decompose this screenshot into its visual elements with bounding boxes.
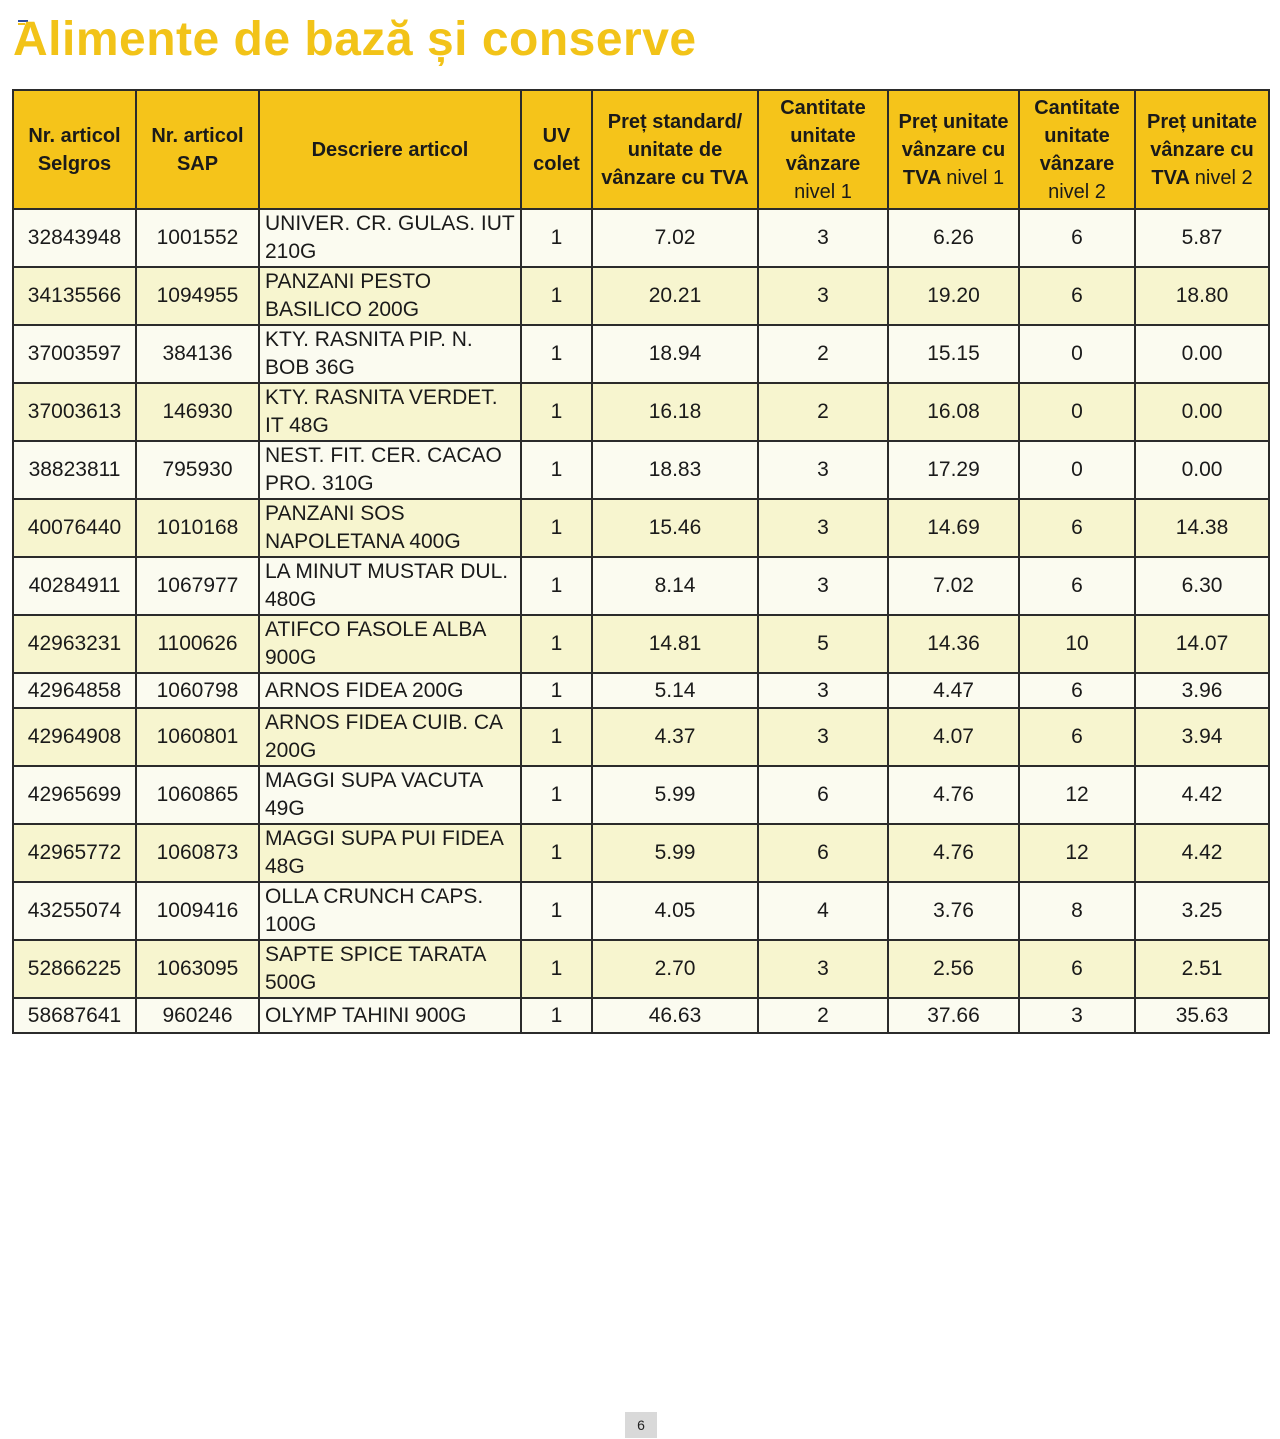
cell-pret-nivel-1: 14.36 [888,615,1019,673]
cell-uv-colet: 1 [521,766,592,824]
cell-descriere: MAGGI SUPA PUI FIDEA 48G [259,824,521,882]
cell-nr-selgros: 40284911 [13,557,136,615]
table-row [13,615,1269,673]
table-row [13,499,1269,557]
cell-pret-nivel-2: 4.42 [1135,824,1269,882]
table-row [13,557,1269,615]
header-nr-articol-sap: Nr. articol SAP [136,90,259,209]
cell-descriere: ARNOS FIDEA CUIB. CA 200G [259,708,521,766]
cell-pret-standard: 2.70 [592,940,758,998]
cell-nr-sap: 1060798 [136,673,259,708]
cell-pret-nivel-1: 3.76 [888,882,1019,940]
cell-pret-nivel-2: 35.63 [1135,998,1269,1033]
cell-pret-nivel-1: 7.02 [888,557,1019,615]
cell-nr-sap: 1010168 [136,499,259,557]
table-row [13,708,1269,766]
cell-pret-standard: 8.14 [592,557,758,615]
cell-nr-selgros: 42963231 [13,615,136,673]
cell-pret-standard: 46.63 [592,998,758,1033]
cell-cantitate-nivel-2: 6 [1019,499,1135,557]
table-row [13,209,1269,267]
cell-pret-standard: 5.99 [592,824,758,882]
cell-cantitate-nivel-2: 6 [1019,209,1135,267]
cell-pret-nivel-1: 4.76 [888,824,1019,882]
cell-cantitate-nivel-1: 3 [758,441,888,499]
cell-nr-selgros: 43255074 [13,882,136,940]
cell-pret-nivel-1: 14.69 [888,499,1019,557]
cell-pret-nivel-2: 5.87 [1135,209,1269,267]
table-row [13,824,1269,882]
header-nr-articol-selgros: Nr. articol Selgros [13,90,136,209]
cell-uv-colet: 1 [521,209,592,267]
cell-descriere: KTY. RASNITA PIP. N. BOB 36G [259,325,521,383]
cell-nr-selgros: 42964908 [13,708,136,766]
cell-cantitate-nivel-1: 3 [758,557,888,615]
cell-uv-colet: 1 [521,615,592,673]
cell-cantitate-nivel-2: 8 [1019,882,1135,940]
cell-pret-nivel-1: 15.15 [888,325,1019,383]
header-pret-standard: Preț standard/ unitate de vânzare cu TVA [592,90,758,209]
cell-cantitate-nivel-2: 6 [1019,673,1135,708]
cell-nr-sap: 1100626 [136,615,259,673]
cell-pret-standard: 15.46 [592,499,758,557]
cell-nr-selgros: 42965699 [13,766,136,824]
cell-uv-colet: 1 [521,998,592,1033]
cell-descriere: KTY. RASNITA VERDET. IT 48G [259,383,521,441]
cell-descriere: LA MINUT MUSTAR DUL. 480G [259,557,521,615]
cell-cantitate-nivel-2: 0 [1019,325,1135,383]
table-row [13,940,1269,998]
cell-descriere: PANZANI SOS NAPOLETANA 400G [259,499,521,557]
cell-pret-nivel-2: 0.00 [1135,441,1269,499]
cell-pret-nivel-2: 14.07 [1135,615,1269,673]
cell-pret-nivel-2: 14.38 [1135,499,1269,557]
table-row [13,383,1269,441]
cell-descriere: OLYMP TAHINI 900G [259,998,521,1033]
price-table [12,89,1270,1034]
cell-cantitate-nivel-1: 2 [758,998,888,1033]
cell-uv-colet: 1 [521,267,592,325]
cell-pret-nivel-2: 3.94 [1135,708,1269,766]
cell-uv-colet: 1 [521,383,592,441]
cell-pret-nivel-1: 4.76 [888,766,1019,824]
cell-pret-nivel-1: 4.47 [888,673,1019,708]
cell-cantitate-nivel-1: 3 [758,499,888,557]
cell-uv-colet: 1 [521,325,592,383]
cell-cantitate-nivel-1: 2 [758,325,888,383]
table-row [13,325,1269,383]
cell-nr-sap: 1060865 [136,766,259,824]
cell-descriere: SAPTE SPICE TARATA 500G [259,940,521,998]
cell-nr-selgros: 42964858 [13,673,136,708]
cell-cantitate-nivel-2: 6 [1019,708,1135,766]
table-row [13,441,1269,499]
page-title: Alimente de bază și conserve [13,13,697,66]
cell-cantitate-nivel-2: 6 [1019,557,1135,615]
cell-pret-nivel-2: 0.00 [1135,383,1269,441]
cell-uv-colet: 1 [521,882,592,940]
header-descriere-articol: Descriere articol [259,90,521,209]
table-body [13,209,1269,1033]
cell-cantitate-nivel-2: 0 [1019,383,1135,441]
cell-cantitate-nivel-1: 2 [758,383,888,441]
cell-descriere: OLLA CRUNCH CAPS. 100G [259,882,521,940]
cell-pret-nivel-2: 2.51 [1135,940,1269,998]
cell-pret-nivel-2: 18.80 [1135,267,1269,325]
cell-cantitate-nivel-2: 6 [1019,940,1135,998]
cell-cantitate-nivel-2: 0 [1019,441,1135,499]
table-row [13,882,1269,940]
cell-uv-colet: 1 [521,940,592,998]
cell-nr-sap: 960246 [136,998,259,1033]
cell-cantitate-nivel-1: 3 [758,940,888,998]
table-header-row [13,90,1269,209]
cell-nr-sap: 146930 [136,383,259,441]
cell-nr-selgros: 37003613 [13,383,136,441]
cell-nr-selgros: 34135566 [13,267,136,325]
cell-pret-nivel-2: 0.00 [1135,325,1269,383]
cell-nr-sap: 384136 [136,325,259,383]
cell-nr-sap: 1063095 [136,940,259,998]
cell-descriere: NEST. FIT. CER. CACAO PRO. 310G [259,441,521,499]
cell-nr-sap: 1094955 [136,267,259,325]
cell-uv-colet: 1 [521,557,592,615]
cell-pret-standard: 5.99 [592,766,758,824]
cell-cantitate-nivel-1: 3 [758,673,888,708]
cell-descriere: MAGGI SUPA VACUTA 49G [259,766,521,824]
cell-pret-nivel-1: 37.66 [888,998,1019,1033]
cell-descriere: ATIFCO FASOLE ALBA 900G [259,615,521,673]
cell-pret-standard: 18.94 [592,325,758,383]
cell-pret-nivel-2: 3.25 [1135,882,1269,940]
cell-uv-colet: 1 [521,499,592,557]
cell-nr-selgros: 37003597 [13,325,136,383]
cell-descriere: ARNOS FIDEA 200G [259,673,521,708]
cell-pret-nivel-1: 19.20 [888,267,1019,325]
cell-cantitate-nivel-2: 10 [1019,615,1135,673]
cell-nr-selgros: 52866225 [13,940,136,998]
table-row [13,267,1269,325]
cell-cantitate-nivel-2: 6 [1019,267,1135,325]
cell-pret-nivel-2: 3.96 [1135,673,1269,708]
header-pret-nivel-2: Preț unitate vânzare cu TVA nivel 2 [1135,90,1269,209]
cell-pret-nivel-1: 6.26 [888,209,1019,267]
header-pret-nivel-1: Preț unitate vânzare cu TVA nivel 1 [888,90,1019,209]
cell-pret-standard: 20.21 [592,267,758,325]
cell-nr-sap: 1060801 [136,708,259,766]
cell-pret-nivel-1: 17.29 [888,441,1019,499]
cell-cantitate-nivel-2: 12 [1019,766,1135,824]
cell-nr-selgros: 42965772 [13,824,136,882]
cell-pret-standard: 4.37 [592,708,758,766]
cell-pret-nivel-2: 4.42 [1135,766,1269,824]
cell-pret-nivel-1: 4.07 [888,708,1019,766]
cell-cantitate-nivel-1: 3 [758,267,888,325]
cell-uv-colet: 1 [521,673,592,708]
cell-nr-selgros: 38823811 [13,441,136,499]
cell-pret-standard: 18.83 [592,441,758,499]
header-uv-colet: UV colet [521,90,592,209]
cell-cantitate-nivel-2: 3 [1019,998,1135,1033]
cell-descriere: PANZANI PESTO BASILICO 200G [259,267,521,325]
cell-nr-sap: 795930 [136,441,259,499]
table-row [13,766,1269,824]
cell-pret-nivel-2: 6.30 [1135,557,1269,615]
cell-nr-selgros: 32843948 [13,209,136,267]
table-row [13,673,1269,708]
page-number: 6 [625,1412,657,1438]
header-cantitate-nivel-2: Cantitate unitate vânzare nivel 2 [1019,90,1135,209]
cell-cantitate-nivel-1: 3 [758,209,888,267]
cell-pret-standard: 5.14 [592,673,758,708]
cell-descriere: UNIVER. CR. GULAS. IUT 210G [259,209,521,267]
cell-pret-standard: 7.02 [592,209,758,267]
cell-uv-colet: 1 [521,824,592,882]
cell-cantitate-nivel-1: 6 [758,824,888,882]
cell-pret-standard: 14.81 [592,615,758,673]
cell-pret-nivel-1: 16.08 [888,383,1019,441]
cell-nr-sap: 1060873 [136,824,259,882]
cell-nr-selgros: 58687641 [13,998,136,1033]
header-cantitate-nivel-1: Cantitate unitate vânzare nivel 1 [758,90,888,209]
cell-cantitate-nivel-2: 12 [1019,824,1135,882]
cell-cantitate-nivel-1: 6 [758,766,888,824]
cell-nr-sap: 1067977 [136,557,259,615]
cell-nr-sap: 1009416 [136,882,259,940]
table-row [13,998,1269,1033]
cell-cantitate-nivel-1: 4 [758,882,888,940]
cell-uv-colet: 1 [521,441,592,499]
cell-uv-colet: 1 [521,708,592,766]
cell-nr-sap: 1001552 [136,209,259,267]
cell-pret-standard: 16.18 [592,383,758,441]
cell-cantitate-nivel-1: 3 [758,708,888,766]
cell-cantitate-nivel-1: 5 [758,615,888,673]
cell-nr-selgros: 40076440 [13,499,136,557]
cell-pret-nivel-1: 2.56 [888,940,1019,998]
cell-pret-standard: 4.05 [592,882,758,940]
